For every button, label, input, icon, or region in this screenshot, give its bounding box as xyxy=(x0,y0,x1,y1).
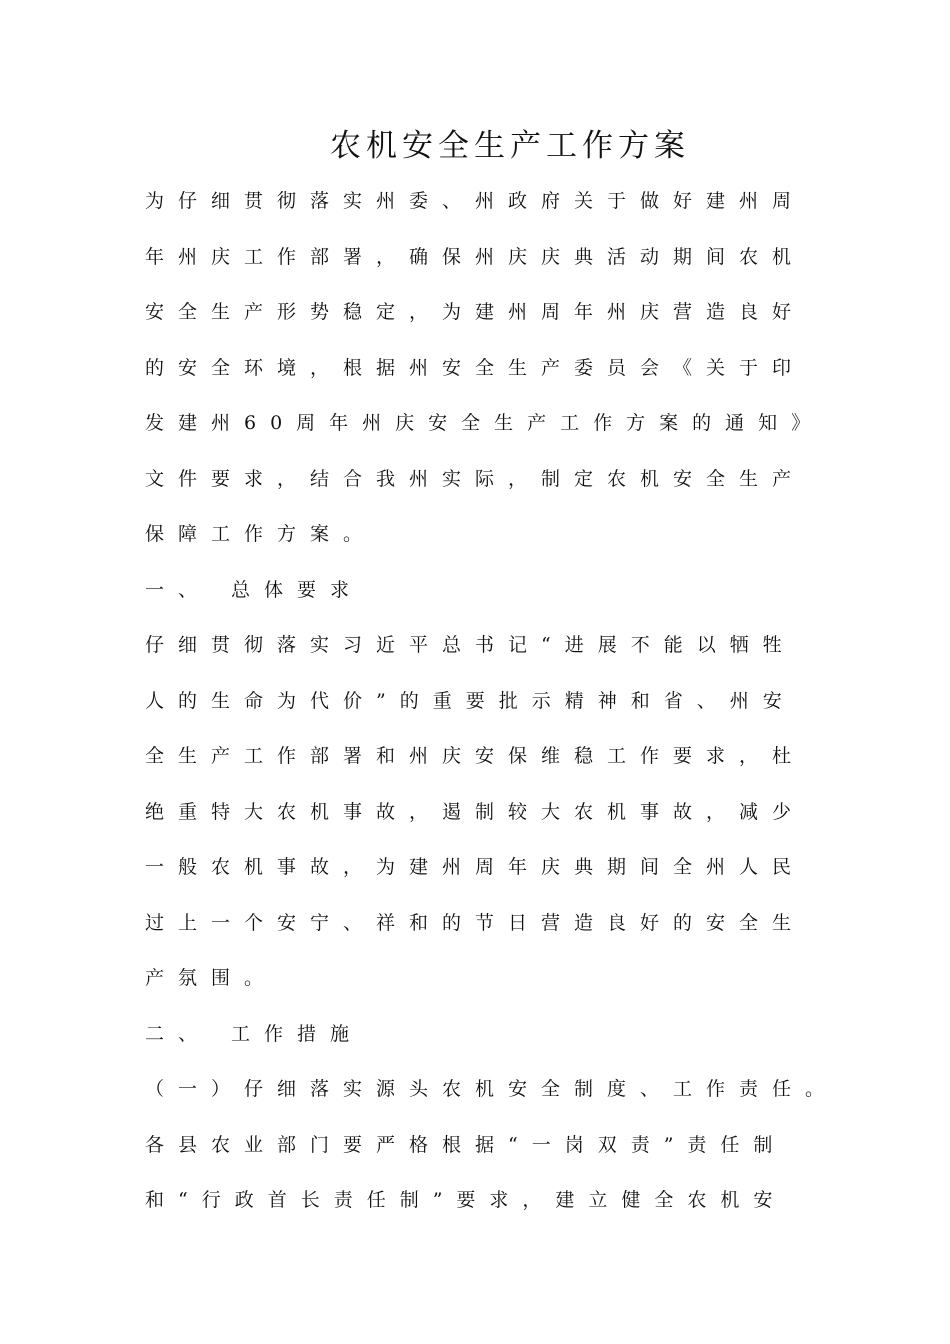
section-heading-overall-requirements: 一、 总体要求 xyxy=(145,578,364,601)
paragraph-line: 人的生命为代价”的重要批示精神和省、州安 xyxy=(145,689,796,712)
paragraph-line: 各县农业部门要严格根据“一岗双责”责任制 xyxy=(145,1133,787,1156)
paragraph-line: 过上一个安宁、祥和的节日营造良好的安全生 xyxy=(145,911,806,934)
paragraph-line: 产氛围。 xyxy=(145,967,278,989)
paragraph-line: 文件要求，结合我州实际，制定农机安全生产 xyxy=(145,467,806,490)
paragraph-line: 发建州60周年州庆安全生产工作方案的通知》 xyxy=(145,412,825,434)
paragraph-line: 年州庆工作部署，确保州庆庆典活动期间农机 xyxy=(145,245,806,268)
section-heading-work-measures: 二、 工作措施 xyxy=(145,1022,364,1045)
paragraph-line: 的安全环境，根据州安全生产委员会《关于印 xyxy=(145,356,806,379)
paragraph-line: 和“行政首长责任制”要求，建立健全农机安 xyxy=(145,1189,787,1211)
paragraph-line: 绝重特大农机事故，遏制较大农机事故，减少 xyxy=(145,800,806,823)
paragraph-line: 保障工作方案。 xyxy=(145,523,377,545)
paragraph-line: 为仔细贯彻落实州委、州政府关于做好建州周 xyxy=(145,190,806,212)
document-body xyxy=(145,179,845,1234)
paragraph-line: 全生产工作部署和州庆安保维稳工作要求，杜 xyxy=(145,745,806,767)
paragraph-line: 安全生产形势稳定，为建州周年州庆营造良好 xyxy=(145,301,806,323)
subsection-heading-line: （一）仔细落实源头农机安全制度、工作责任。 xyxy=(145,1078,839,1100)
paragraph-line: 仔细贯彻落实习近平总书记“进展不能以牺牲 xyxy=(145,634,796,656)
document-title: 农机安全生产工作方案 xyxy=(330,128,690,164)
paragraph-line: 一般农机事故，为建州周年庆典期间全州人民 xyxy=(145,856,806,878)
